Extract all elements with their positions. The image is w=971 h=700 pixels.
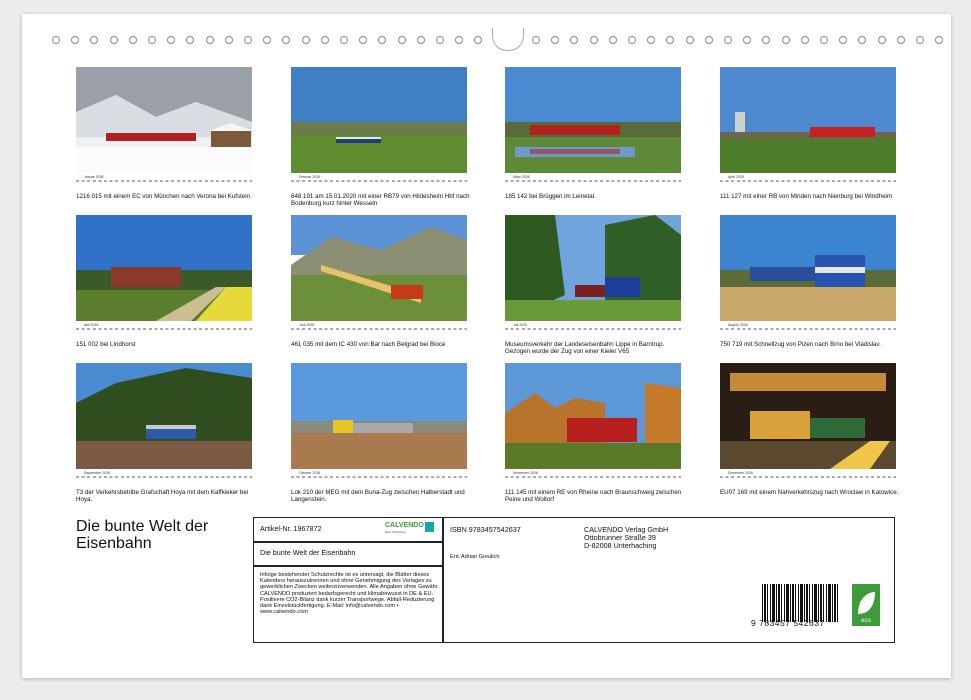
caption-january: 1216 015 mit einem EC von München nach Verona bei Kufstein [76, 193, 251, 200]
binding-ring [206, 36, 214, 44]
binding-ring [590, 36, 598, 44]
binding-ring [609, 36, 617, 44]
calendar-title: Die bunte Welt der Eisenbahn [76, 518, 209, 552]
binding-ring [724, 36, 732, 44]
minical-february: Februar 2026 [291, 174, 467, 183]
binding-ring [551, 36, 559, 44]
caption-november: 111 145 mit einem RE von Rheine nach Braunschweig zwischen Peine und Woltorf [505, 489, 682, 503]
binding-ring [666, 36, 674, 44]
binding-ring [436, 36, 444, 44]
photo-june [291, 215, 467, 321]
author: Eric Adrian Greulich [450, 554, 500, 560]
binding-ring [378, 36, 386, 44]
photo-april [720, 67, 896, 173]
minical-june: Juni 2026 [291, 322, 467, 331]
binding-ring [398, 36, 406, 44]
publisher-city: D-82008 Unterhaching [584, 541, 657, 550]
binding-ring [878, 36, 886, 44]
photo-january [76, 67, 252, 173]
binding-ring [897, 36, 905, 44]
binding-ring [686, 36, 694, 44]
binding-ring [321, 36, 329, 44]
binding-ring [167, 36, 175, 44]
binding-ring [340, 36, 348, 44]
minical-march: März 2026 [505, 174, 681, 183]
binding-ring [359, 36, 367, 44]
caption-february: 648 191 am 15.01.2020 mit einer RB79 von Hildesheim Hbf nach Bodenburg kurz hinter Wesseln [291, 193, 470, 207]
binding-ring [762, 36, 770, 44]
binding-ring [628, 36, 636, 44]
minical-november: November 2026 [505, 470, 681, 479]
caption-september: T3 der Verkehrsbetribe Grafschaft Hoya mit dem Kaffkieker bei Hoya. [76, 489, 249, 503]
binding-ring [225, 36, 233, 44]
caption-august: 750 719 mit Schnellzug von Pizen nach Brno bei Vladislav. [720, 341, 881, 348]
minical-september: September 2026 [76, 470, 252, 479]
binding-ring [916, 36, 924, 44]
photo-march [505, 67, 681, 173]
binding-ring [52, 36, 60, 44]
caption-march: 185 142 bei Brüggen im Leinetal. [505, 193, 596, 200]
binding-ring [801, 36, 809, 44]
binding-ring [129, 36, 137, 44]
photo-july [505, 215, 681, 321]
photo-september [76, 363, 252, 469]
binding-ring [532, 36, 540, 44]
binding-ring [743, 36, 751, 44]
binding-ring [705, 36, 713, 44]
binding-ring [186, 36, 194, 44]
binding-ring [302, 36, 310, 44]
binding-ring [820, 36, 828, 44]
publisher-name: CALVENDO Verlag GmbH [584, 525, 669, 534]
binding-ring [282, 36, 290, 44]
minical-january: Januar 2026 [76, 174, 252, 183]
photo-may [76, 215, 252, 321]
minical-april: April 2026 [720, 174, 896, 183]
isbn-barcode [762, 584, 840, 622]
minical-october: Oktober 2026 [291, 470, 467, 479]
binding-ring [935, 36, 943, 44]
binding-ring [474, 36, 482, 44]
calendar-subtitle: Die bunte Welt der Eisenbahn [260, 548, 356, 557]
calvendo-mark-icon [425, 522, 434, 532]
photo-october [291, 363, 467, 469]
caption-may: 151 002 bei Lindhorst [76, 341, 136, 348]
publisher-street: Ottobrunner Straße 39 [584, 533, 656, 542]
binding-ring [570, 36, 578, 44]
caption-december: EU07 169 mit einem Nahverkehrszug nach Wroclaw in Katowice. [720, 489, 899, 496]
binding-ring [110, 36, 118, 44]
photo-december [720, 363, 896, 469]
binding-ring [148, 36, 156, 44]
isbn: ISBN 9783457542637 [450, 525, 521, 534]
caption-april: 111 127 mit einer RB von Minden nach Nienburg bei Windheim [720, 193, 893, 200]
barcode-number: 9 783457 542637 [751, 618, 825, 628]
binding-ring [244, 36, 252, 44]
binding-ring [839, 36, 847, 44]
publisher-info-box [253, 517, 895, 643]
calvendo-logo: CALVENDO Best Publishing [385, 522, 435, 536]
article-number: Artikel-Nr. 1967872 [260, 524, 322, 533]
photo-november [505, 363, 681, 469]
caption-july: Museumsverkehr der Landeseisenbahn Lippe in Barntrup. Gezogen wurde der Zug von einer Kieler V65 [505, 341, 665, 355]
binding-ring [71, 36, 79, 44]
photo-august [720, 215, 896, 321]
minical-may: Mai 2026 [76, 322, 252, 331]
binding-ring [90, 36, 98, 44]
caption-october: Lok 210 der MEG mit dem Buna-Zug zwischen Halberstadt und Langenstein. [291, 489, 465, 503]
binding-ring [858, 36, 866, 44]
binding-ring [455, 36, 463, 44]
minical-july: Juli 2026 [505, 322, 681, 331]
minical-august: August 2026 [720, 322, 896, 331]
photo-february [291, 67, 467, 173]
minical-december: Dezember 2026 [720, 470, 896, 479]
binding-ring [417, 36, 425, 44]
binding-ring [263, 36, 271, 44]
binding-ring [647, 36, 655, 44]
eco-badge: eco [852, 584, 880, 626]
binding-ring [782, 36, 790, 44]
caption-june: 461 035 mit dem IC 430 von Bar nach Belgrad bei Bioce [291, 341, 446, 348]
legal-notice: Infolge bestehender Schutzrechte ist es untersagt, die Blätter dieses Kalenders herauszutrennen und ohne Genehmigung des Verlages zu gewerblichen Zwecken weiterzuverwenden. Alle Angaben ohne Gewähr. CALVENDO produziert bedarfsgerecht und klimabewusst in DE & EU. Positivere CO2-Bilanz dank kurzer Transportwege. Abfall-Reduzierung dank Einzelstückfertigung. E-Mail: info@calvendo.com • www.calvendo.com [260, 572, 439, 616]
